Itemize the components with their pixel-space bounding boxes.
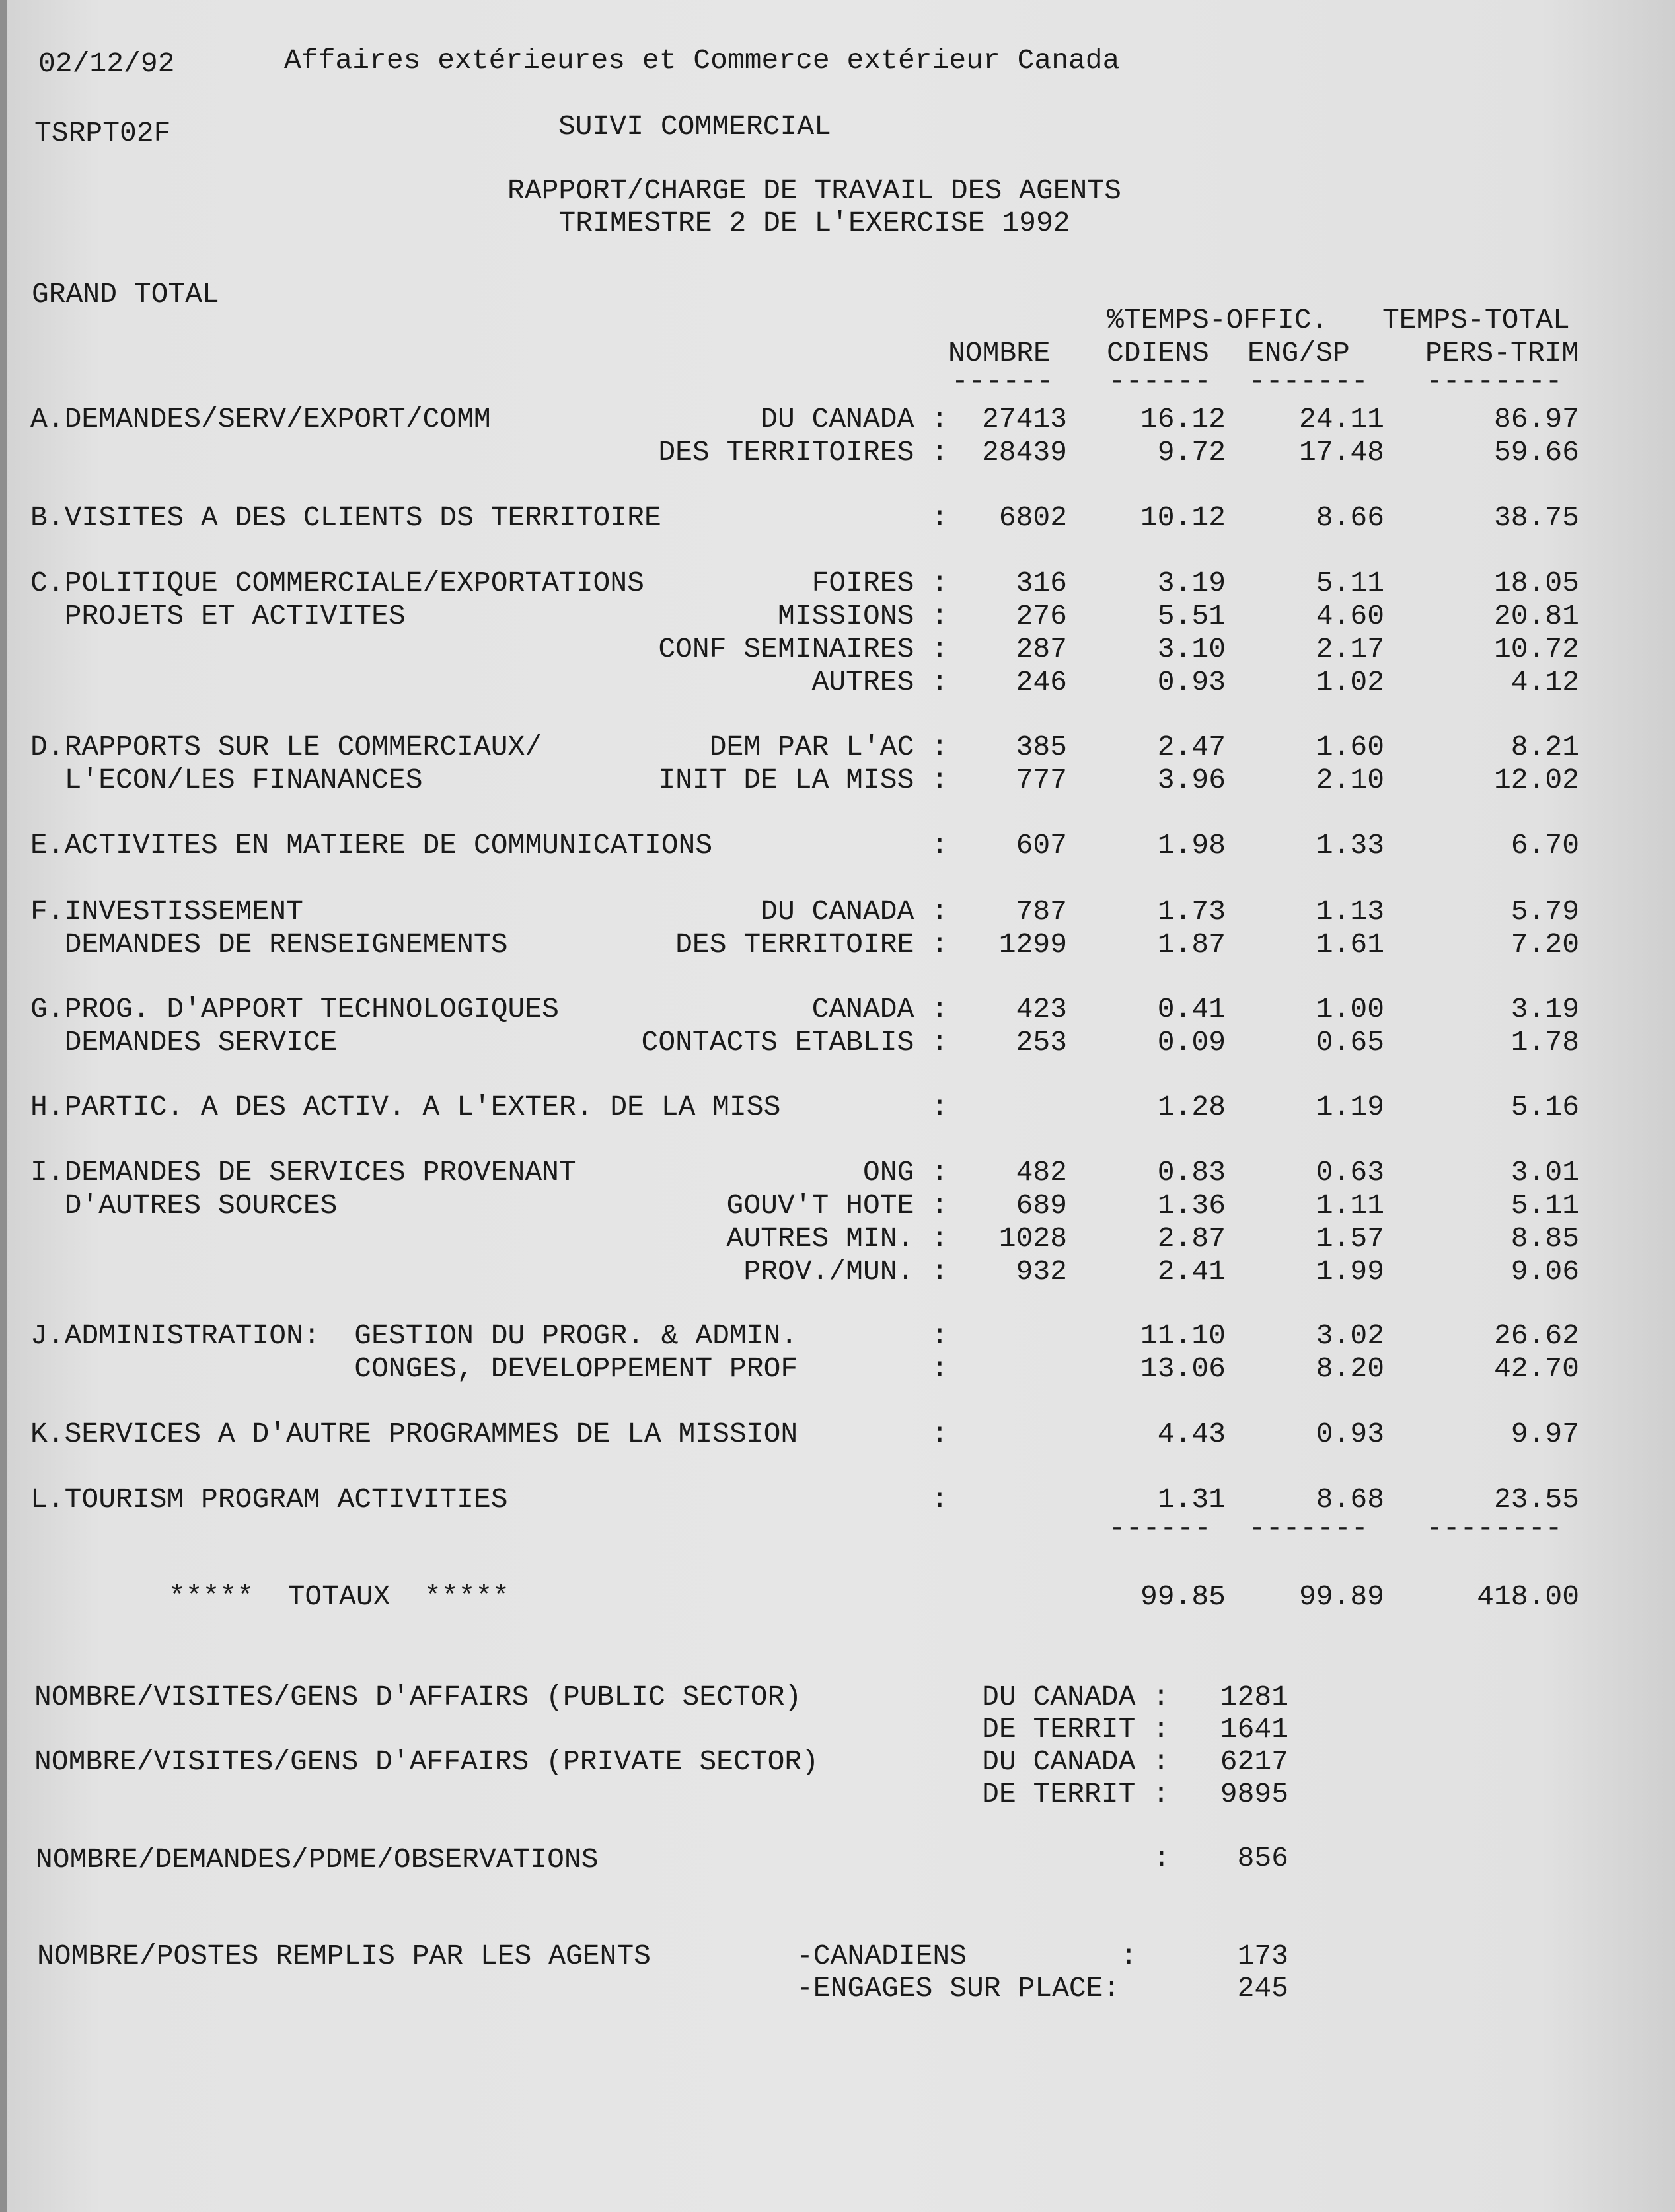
row-sublabel: CANADA : bbox=[811, 993, 948, 1025]
row-sublabel: DES TERRITOIRE : bbox=[675, 928, 948, 961]
cell-nombre: 246 bbox=[1016, 666, 1067, 698]
total-cdiens: 99.85 bbox=[1140, 1580, 1226, 1613]
cell-nombre: 787 bbox=[1016, 895, 1067, 928]
row-sublabel: : bbox=[931, 501, 948, 534]
cell-perstrim: 5.16 bbox=[1510, 1091, 1579, 1123]
totals-rule-cdiens: ------ bbox=[1109, 1512, 1211, 1544]
cell-perstrim: 6.70 bbox=[1510, 829, 1579, 862]
total-perstrim: 418.00 bbox=[1477, 1580, 1579, 1613]
cell-perstrim: 42.70 bbox=[1493, 1352, 1579, 1385]
row-label: D.RAPPORTS SUR LE COMMERCIAUX/ bbox=[30, 731, 542, 763]
row-label: J.ADMINISTRATION: GESTION DU PROGR. & ADMIN. bbox=[30, 1319, 798, 1352]
row-sublabel: INIT DE LA MISS : bbox=[658, 764, 948, 796]
visits-key: DE TERRIT : bbox=[982, 1713, 1170, 1746]
cell-engsp: 8.68 bbox=[1316, 1483, 1384, 1516]
cell-nombre: 276 bbox=[1016, 600, 1067, 632]
cell-nombre: 27413 bbox=[981, 403, 1067, 435]
col-engsp-header: ENG/SP bbox=[1247, 337, 1350, 369]
cell-cdiens: 1.28 bbox=[1157, 1091, 1226, 1123]
col-perstrim-rule: -------- bbox=[1426, 365, 1563, 397]
cell-nombre: 6802 bbox=[998, 501, 1067, 534]
row-label: PROJETS ET ACTIVITES bbox=[30, 600, 406, 632]
col-temps-total-header: TEMPS-TOTAL bbox=[1382, 304, 1570, 336]
cell-cdiens: 3.96 bbox=[1157, 764, 1226, 796]
row-label: B.VISITES A DES CLIENTS DS TERRITOIRE bbox=[30, 501, 661, 534]
cell-nombre: 607 bbox=[1016, 829, 1067, 862]
row-label: G.PROG. D'APPORT TECHNOLOGIQUES bbox=[30, 993, 559, 1025]
visits-value: 6217 bbox=[1220, 1746, 1288, 1778]
row-sublabel: ONG : bbox=[862, 1156, 948, 1189]
cell-nombre: 482 bbox=[1016, 1156, 1067, 1189]
row-sublabel: DU CANADA : bbox=[761, 403, 948, 435]
cell-engsp: 1.57 bbox=[1316, 1222, 1384, 1255]
cell-engsp: 1.61 bbox=[1316, 928, 1384, 961]
cell-nombre: 316 bbox=[1016, 567, 1067, 599]
row-label: C.POLITIQUE COMMERCIALE/EXPORTATIONS bbox=[30, 567, 644, 599]
cell-engsp: 5.11 bbox=[1316, 567, 1384, 599]
total-engsp: 99.89 bbox=[1298, 1580, 1384, 1613]
row-sublabel: DES TERRITOIRES : bbox=[658, 436, 948, 468]
visits-key: DU CANADA : bbox=[982, 1681, 1170, 1713]
visits-value: 1641 bbox=[1220, 1713, 1288, 1746]
row-sublabel: GOUV'T HOTE : bbox=[726, 1189, 948, 1222]
col-cdiens-rule: ------ bbox=[1109, 365, 1211, 397]
cell-perstrim: 18.05 bbox=[1493, 567, 1579, 599]
cell-cdiens: 0.83 bbox=[1157, 1156, 1226, 1189]
col-nombre-header: NOMBRE bbox=[948, 337, 1051, 369]
pdme-value: 856 bbox=[1237, 1842, 1288, 1874]
cell-engsp: 0.93 bbox=[1316, 1418, 1384, 1450]
cell-perstrim: 38.75 bbox=[1493, 501, 1579, 534]
cell-engsp: 24.11 bbox=[1298, 403, 1384, 435]
col-perstrim-header: PERS-TRIM bbox=[1425, 337, 1579, 369]
cell-cdiens: 13.06 bbox=[1140, 1352, 1226, 1385]
cell-cdiens: 4.43 bbox=[1157, 1418, 1226, 1450]
cell-perstrim: 12.02 bbox=[1493, 764, 1579, 796]
section-title: GRAND TOTAL bbox=[32, 278, 219, 311]
row-sublabel: DEM PAR L'AC : bbox=[709, 731, 948, 763]
cell-engsp: 2.17 bbox=[1316, 633, 1384, 665]
cell-engsp: 4.60 bbox=[1316, 600, 1384, 632]
row-label: I.DEMANDES DE SERVICES PROVENANT bbox=[30, 1156, 576, 1189]
postes-key: -ENGAGES SUR PLACE: bbox=[796, 1972, 1121, 2005]
organization-name: Affaires extérieures et Commerce extérieur Canada bbox=[284, 44, 1120, 77]
visits-value: 1281 bbox=[1220, 1681, 1288, 1713]
col-nombre-rule: ------ bbox=[951, 365, 1054, 397]
visits-value: 9895 bbox=[1220, 1778, 1288, 1810]
visits-private-label: NOMBRE/VISITES/GENS D'AFFAIRS (PRIVATE SECTOR) bbox=[34, 1746, 819, 1778]
row-sublabel: : bbox=[931, 829, 948, 862]
report-title: RAPPORT/CHARGE DE TRAVAIL DES AGENTS bbox=[507, 174, 1121, 207]
cell-cdiens: 9.72 bbox=[1157, 436, 1226, 468]
cell-nombre: 253 bbox=[1016, 1026, 1067, 1058]
cell-engsp: 1.11 bbox=[1316, 1189, 1384, 1222]
cell-perstrim: 3.01 bbox=[1510, 1156, 1579, 1189]
cell-perstrim: 59.66 bbox=[1493, 436, 1579, 468]
cell-cdiens: 1.98 bbox=[1157, 829, 1226, 862]
totals-rule-engsp: ------- bbox=[1249, 1512, 1368, 1544]
cell-engsp: 8.20 bbox=[1316, 1352, 1384, 1385]
cell-perstrim: 4.12 bbox=[1510, 666, 1579, 698]
cell-engsp: 1.60 bbox=[1316, 731, 1384, 763]
row-label: H.PARTIC. A DES ACTIV. A L'EXTER. DE LA MISS bbox=[30, 1091, 781, 1123]
cell-nombre: 1299 bbox=[998, 928, 1067, 961]
cell-cdiens: 0.93 bbox=[1157, 666, 1226, 698]
cell-nombre: 777 bbox=[1016, 764, 1067, 796]
postes-key: -CANADIENS : bbox=[796, 1940, 1138, 1972]
row-sublabel: : bbox=[931, 1091, 948, 1123]
cell-perstrim: 3.19 bbox=[1510, 993, 1579, 1025]
cell-cdiens: 10.12 bbox=[1140, 501, 1226, 534]
cell-cdiens: 2.87 bbox=[1157, 1222, 1226, 1255]
row-label: A.DEMANDES/SERV/EXPORT/COMM bbox=[30, 403, 491, 435]
report-date: 02/12/92 bbox=[38, 48, 175, 80]
row-label: CONGES, DEVELOPPEMENT PROF bbox=[30, 1352, 798, 1385]
cell-perstrim: 9.97 bbox=[1510, 1418, 1579, 1450]
row-label: L'ECON/LES FINANANCES bbox=[30, 764, 423, 796]
row-sublabel: CONF SEMINAIRES : bbox=[658, 633, 948, 665]
cell-perstrim: 20.81 bbox=[1493, 600, 1579, 632]
cell-perstrim: 8.85 bbox=[1510, 1222, 1579, 1255]
cell-engsp: 17.48 bbox=[1298, 436, 1384, 468]
row-sublabel: CONTACTS ETABLIS : bbox=[641, 1026, 948, 1058]
pdme-colon: : bbox=[1153, 1842, 1170, 1874]
row-sublabel: : bbox=[931, 1319, 948, 1352]
cell-engsp: 1.13 bbox=[1316, 895, 1384, 928]
cell-engsp: 8.66 bbox=[1316, 501, 1384, 534]
row-label: DEMANDES DE RENSEIGNEMENTS bbox=[30, 928, 508, 961]
cell-cdiens: 16.12 bbox=[1140, 403, 1226, 435]
cell-nombre: 423 bbox=[1016, 993, 1067, 1025]
row-label: L.TOURISM PROGRAM ACTIVITIES bbox=[30, 1483, 508, 1516]
cell-engsp: 0.65 bbox=[1316, 1026, 1384, 1058]
cell-cdiens: 1.73 bbox=[1157, 895, 1226, 928]
cell-perstrim: 5.79 bbox=[1510, 895, 1579, 928]
cell-cdiens: 0.09 bbox=[1157, 1026, 1226, 1058]
totals-rule-perstrim: -------- bbox=[1426, 1512, 1563, 1544]
cell-perstrim: 5.11 bbox=[1510, 1189, 1579, 1222]
cell-engsp: 2.10 bbox=[1316, 764, 1384, 796]
cell-nombre: 1028 bbox=[998, 1222, 1067, 1255]
row-label: DEMANDES SERVICE bbox=[30, 1026, 338, 1058]
cell-perstrim: 7.20 bbox=[1510, 928, 1579, 961]
cell-cdiens: 2.41 bbox=[1157, 1255, 1226, 1288]
cell-nombre: 287 bbox=[1016, 633, 1067, 665]
visits-public-label: NOMBRE/VISITES/GENS D'AFFAIRS (PUBLIC SECTOR) bbox=[34, 1681, 802, 1713]
row-sublabel: PROV./MUN. : bbox=[743, 1255, 948, 1288]
cell-perstrim: 1.78 bbox=[1510, 1026, 1579, 1058]
report-code: TSRPT02F bbox=[34, 117, 171, 149]
cell-engsp: 1.19 bbox=[1316, 1091, 1384, 1123]
cell-perstrim: 8.21 bbox=[1510, 731, 1579, 763]
cell-cdiens: 0.41 bbox=[1157, 993, 1226, 1025]
visits-key: DU CANADA : bbox=[982, 1746, 1170, 1778]
cell-engsp: 0.63 bbox=[1316, 1156, 1384, 1189]
cell-cdiens: 1.36 bbox=[1157, 1189, 1226, 1222]
cell-perstrim: 23.55 bbox=[1493, 1483, 1579, 1516]
cell-engsp: 1.02 bbox=[1316, 666, 1384, 698]
cell-cdiens: 11.10 bbox=[1140, 1319, 1226, 1352]
cell-engsp: 1.99 bbox=[1316, 1255, 1384, 1288]
cell-perstrim: 26.62 bbox=[1493, 1319, 1579, 1352]
row-label: K.SERVICES A D'AUTRE PROGRAMMES DE LA MISSION bbox=[30, 1418, 798, 1450]
visits-key: DE TERRIT : bbox=[982, 1778, 1170, 1810]
system-name: SUIVI COMMERCIAL bbox=[558, 110, 831, 143]
cell-engsp: 1.00 bbox=[1316, 993, 1384, 1025]
postes-value: 245 bbox=[1237, 1972, 1288, 2005]
row-label: F.INVESTISSEMENT bbox=[30, 895, 303, 928]
cell-nombre: 932 bbox=[1016, 1255, 1067, 1288]
postes-value: 173 bbox=[1237, 1940, 1288, 1972]
cell-nombre: 385 bbox=[1016, 731, 1067, 763]
cell-cdiens: 1.87 bbox=[1157, 928, 1226, 961]
cell-cdiens: 1.31 bbox=[1157, 1483, 1226, 1516]
cell-engsp: 3.02 bbox=[1316, 1319, 1384, 1352]
cell-cdiens: 3.19 bbox=[1157, 567, 1226, 599]
cell-cdiens: 5.51 bbox=[1157, 600, 1226, 632]
cell-cdiens: 2.47 bbox=[1157, 731, 1226, 763]
cell-perstrim: 10.72 bbox=[1493, 633, 1579, 665]
row-sublabel: : bbox=[931, 1483, 948, 1516]
row-sublabel: : bbox=[931, 1418, 948, 1450]
col-engsp-rule: ------- bbox=[1249, 365, 1368, 397]
postes-label: NOMBRE/POSTES REMPLIS PAR LES AGENTS bbox=[37, 1940, 651, 1972]
report-subtitle: TRIMESTRE 2 DE L'EXERCISE 1992 bbox=[558, 207, 1070, 239]
row-sublabel: AUTRES MIN. : bbox=[726, 1222, 948, 1255]
row-sublabel: AUTRES : bbox=[811, 666, 948, 698]
row-label: D'AUTRES SOURCES bbox=[30, 1189, 338, 1222]
col-group-header: %TEMPS-OFFIC. bbox=[1107, 304, 1329, 336]
cell-nombre: 28439 bbox=[981, 436, 1067, 468]
cell-cdiens: 3.10 bbox=[1157, 633, 1226, 665]
cell-perstrim: 9.06 bbox=[1510, 1255, 1579, 1288]
totals-label: ***** TOTAUX ***** bbox=[168, 1580, 510, 1613]
cell-perstrim: 86.97 bbox=[1493, 403, 1579, 435]
row-sublabel: : bbox=[931, 1352, 948, 1385]
cell-engsp: 1.33 bbox=[1316, 829, 1384, 862]
row-sublabel: FOIRES : bbox=[811, 567, 948, 599]
pdme-label: NOMBRE/DEMANDES/PDME/OBSERVATIONS bbox=[36, 1843, 599, 1876]
row-sublabel: DU CANADA : bbox=[761, 895, 948, 928]
cell-nombre: 689 bbox=[1016, 1189, 1067, 1222]
col-cdiens-header: CDIENS bbox=[1107, 337, 1209, 369]
row-label: E.ACTIVITES EN MATIERE DE COMMUNICATIONS bbox=[30, 829, 713, 862]
row-sublabel: MISSIONS : bbox=[777, 600, 948, 632]
